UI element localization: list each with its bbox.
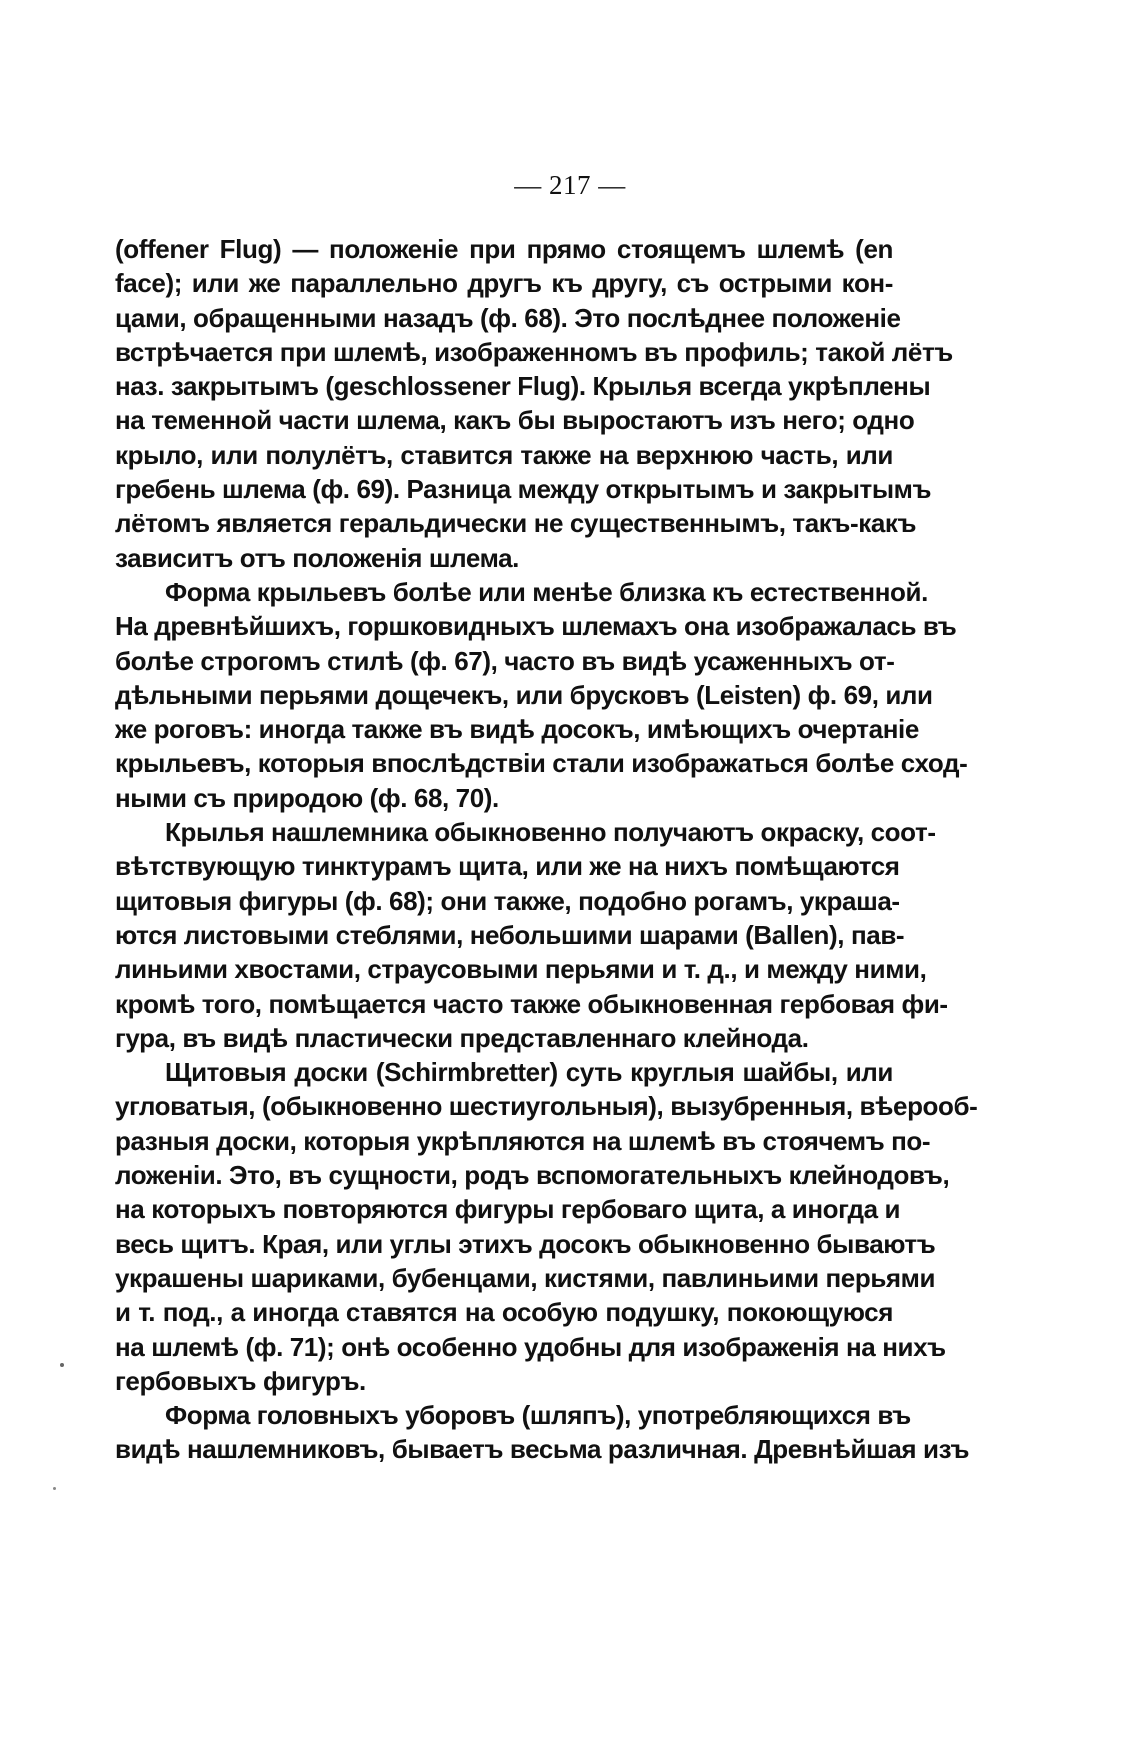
- text-line: дѣльными перьями дощечекъ, или брусковъ (Leisten) ф. 69, или: [115, 679, 933, 710]
- text-line: видѣ нашлемниковъ, бываетъ весьма различная. Древнѣйшая изъ: [115, 1434, 970, 1465]
- text-line: весь щитъ. Края, или углы этихъ досокъ обыкновенно бываютъ: [115, 1228, 936, 1259]
- text-line: Форма крыльевъ болѣе или менѣе близка къ естественной.: [165, 576, 928, 607]
- print-speck: [60, 1363, 64, 1367]
- text-line: линьими хвостами, страусовыми перьями и т. д., и между ними,: [115, 954, 927, 985]
- paragraph: [115, 232, 953, 575]
- text-line: на которыхъ повторяются фигуры гербоваго щита, а иногда и: [115, 1194, 901, 1225]
- text-line: и т. под., а иногда ставятся на особую подушку, покоющуюся: [115, 1297, 893, 1328]
- paragraph: [115, 1398, 970, 1467]
- text-line: встрѣчается при шлемѣ, изображенномъ въ профиль; такой лётъ: [115, 336, 953, 367]
- text-line: Щитовыя доски (Schirmbretter) суть круглыя шайбы, или: [165, 1057, 893, 1088]
- body-text: [115, 232, 978, 1467]
- page-number: — 217 —: [514, 170, 626, 200]
- text-line: ются листовыми стеблями, небольшими шарами (Ballen), пав-: [115, 919, 905, 950]
- text-line: щитовыя фигуры (ф. 68); они также, подобно рогамъ, украша-: [115, 885, 900, 916]
- text-line: ложеніи. Это, въ сущности, родъ вспомогательныхъ клейнодовъ,: [115, 1160, 950, 1191]
- text-line: гура, въ видѣ пластически представленнаго клейнода.: [115, 1022, 809, 1053]
- text-line: Форма головныхъ уборовъ (шляпъ), употребляющихся въ: [165, 1400, 911, 1431]
- paragraph: [115, 815, 948, 1055]
- text-line: ными съ природою (ф. 68, 70).: [115, 782, 499, 813]
- text-line: лётомъ является геральдически не существеннымъ, такъ-какъ: [115, 508, 917, 539]
- text-line: болѣе строгомъ стилѣ (ф. 67), часто въ видѣ усаженныхъ от-: [115, 645, 895, 676]
- text-line: face); или же параллельно другъ къ другу, съ острыми кон-: [115, 268, 893, 299]
- paragraph: [115, 1055, 978, 1398]
- text-line: разныя доски, которыя укрѣпляются на шлемѣ въ стоячемъ по-: [115, 1125, 931, 1156]
- text-line: зависитъ отъ положенія шлема.: [115, 542, 519, 573]
- text-line: наз. закрытымъ (geschlossener Flug). Крылья всегда укрѣплены: [115, 371, 931, 402]
- text-line: кромѣ того, помѣщается часто также обыкновенная гербовая фи-: [115, 988, 948, 1019]
- text-line: же роговъ: иногда также въ видѣ досокъ, имѣющихъ очертаніе: [115, 714, 919, 745]
- text-line: цами, обращенными назадъ (ф. 68). Это послѣднее положеніе: [115, 302, 901, 333]
- paragraph: [115, 575, 968, 815]
- text-line: Крылья нашлемника обыкновенно получаютъ окраску, соот-: [165, 817, 936, 848]
- print-speck: [53, 1487, 56, 1490]
- text-line: крыло, или полулётъ, ставится также на верхнюю часть, или: [115, 439, 893, 470]
- text-line: на шлемѣ (ф. 71); онѣ особенно удобны для изображенія на нихъ: [115, 1331, 946, 1362]
- text-line: На древнѣйшихъ, горшковидныхъ шлемахъ она изображалась въ: [115, 611, 957, 642]
- text-line: гербовыхъ фигуръ.: [115, 1365, 366, 1396]
- text-line: крыльевъ, которыя впослѣдствіи стали изображаться болѣе сход-: [115, 748, 968, 779]
- text-line: вѣтствующую тинктурамъ щита, или же на нихъ помѣщаются: [115, 851, 900, 882]
- text-line: угловатыя, (обыкновенно шестиугольныя), вызубренныя, вѣерооб-: [115, 1091, 978, 1122]
- text-line: (offener Flug) — положеніе при прямо стоящемъ шлемѣ (en: [115, 234, 893, 264]
- text-line: украшены шариками, бубенцами, кистями, павлиньими перьями: [115, 1262, 936, 1293]
- text-line: на теменной части шлема, какъ бы выростаютъ изъ него; одно: [115, 405, 915, 436]
- text-line: гребень шлема (ф. 69). Разница между открытымъ и закрытымъ: [115, 474, 932, 505]
